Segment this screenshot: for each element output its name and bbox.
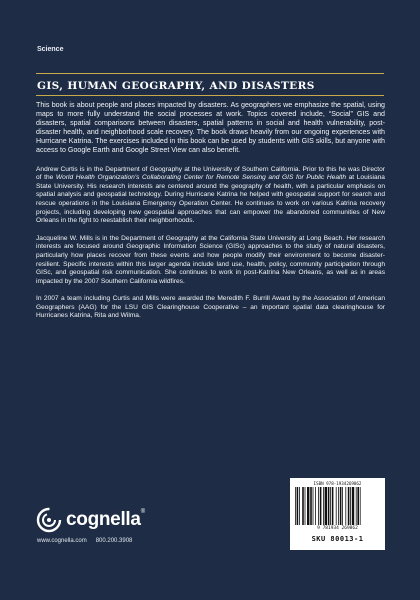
title-bottom-rule — [36, 95, 384, 96]
sku-label: SKU 80013-1 — [311, 535, 364, 543]
publisher-contact — [37, 538, 132, 544]
intro-paragraph: This book is about people and places impacted by disasters. As geographers we emphasize the spatial, using maps to more fully understand the social processes at work. Topics covered include, “Social” GIS and disasters, spatial comparisons between disasters, spatial patterns in social and health vulnerability, post-disaster health, and neighborhood scale recovery. The book draws heavily from our ongoing experiences with Hurricane Katrina. The exercises included in this book can be used by students with GIS skills, but anyone with access to Google Earth and Google Street View can also benefit. — [36, 101, 385, 155]
award-paragraph: In 2007 a team including Curtis and Mills were awarded the Meredith F. Burrill Award by the Association of American Geographers (AAG) for the LSU GIS Clearinghouse Cooperative – an important spatial data clearinghouse for Hurricanes Katrina, Rita and Wilma. — [36, 295, 385, 320]
publisher-wordmark — [66, 509, 145, 531]
trademark-symbol: ® — [140, 509, 145, 515]
curtis-bio-center-name: World Health Organization's Collaborating Center for Remote Sensing and GIS for Public Health — [55, 174, 346, 182]
isbn-label: ISBN 978-1934269862 — [313, 481, 362, 486]
barcode-icon — [295, 487, 380, 525]
title-top-rule — [36, 73, 384, 74]
curtis-bio-text-a: Andrew Curtis is in the Department of Geography at the University of Southern California. Prior to this he was Director of the — [36, 165, 385, 182]
publisher-logo — [36, 506, 196, 534]
description-block — [36, 101, 385, 330]
curtis-bio-paragraph — [36, 166, 385, 226]
barcode-panel — [290, 478, 385, 550]
isbn-digits: 9 781934 269862 — [317, 526, 358, 531]
publisher-website[interactable]: www.cognella.com — [37, 538, 87, 544]
publisher-phone: 800.200.3908 — [95, 538, 133, 544]
book-title: GIS, HUMAN GEOGRAPHY, AND DISASTERS — [37, 80, 315, 92]
publisher-name: cognella — [66, 509, 141, 530]
curtis-bio-text-b: at Louisiana State University. His research interests are centered around the geography of health, with a particular emphasis on spatial analysis and geospatial technology. During Hurricane Katrina he helped with geospatial support for search and rescue operations in the Louisiana Emergency Operation Center. He continues to work on various Katrina recovery projects, including developing new geospatial approaches that can empower the abandoned communities of New Orleans in the fight to reestablish their neighborhoods. — [36, 174, 385, 225]
cognella-swirl-icon — [36, 507, 62, 533]
category-label: Science — [37, 46, 64, 53]
mills-bio-paragraph: Jacqueline W. Mills is in the Department of Geography at the California State University at Long Beach. Her research interests are focused around Geographic Information Science (GISc) approaches to the study of natural disasters, particularly how places recover from these events and how people modify their environment to become disaster-resilient. Specific interests within this larger agenda include land use, health, policy, community participation through GISc, and geospatial risk communication. She continues to work in post-Katrina New Orleans, as well as in areas impacted by the 2007 Southern California wildfires. — [36, 234, 385, 285]
